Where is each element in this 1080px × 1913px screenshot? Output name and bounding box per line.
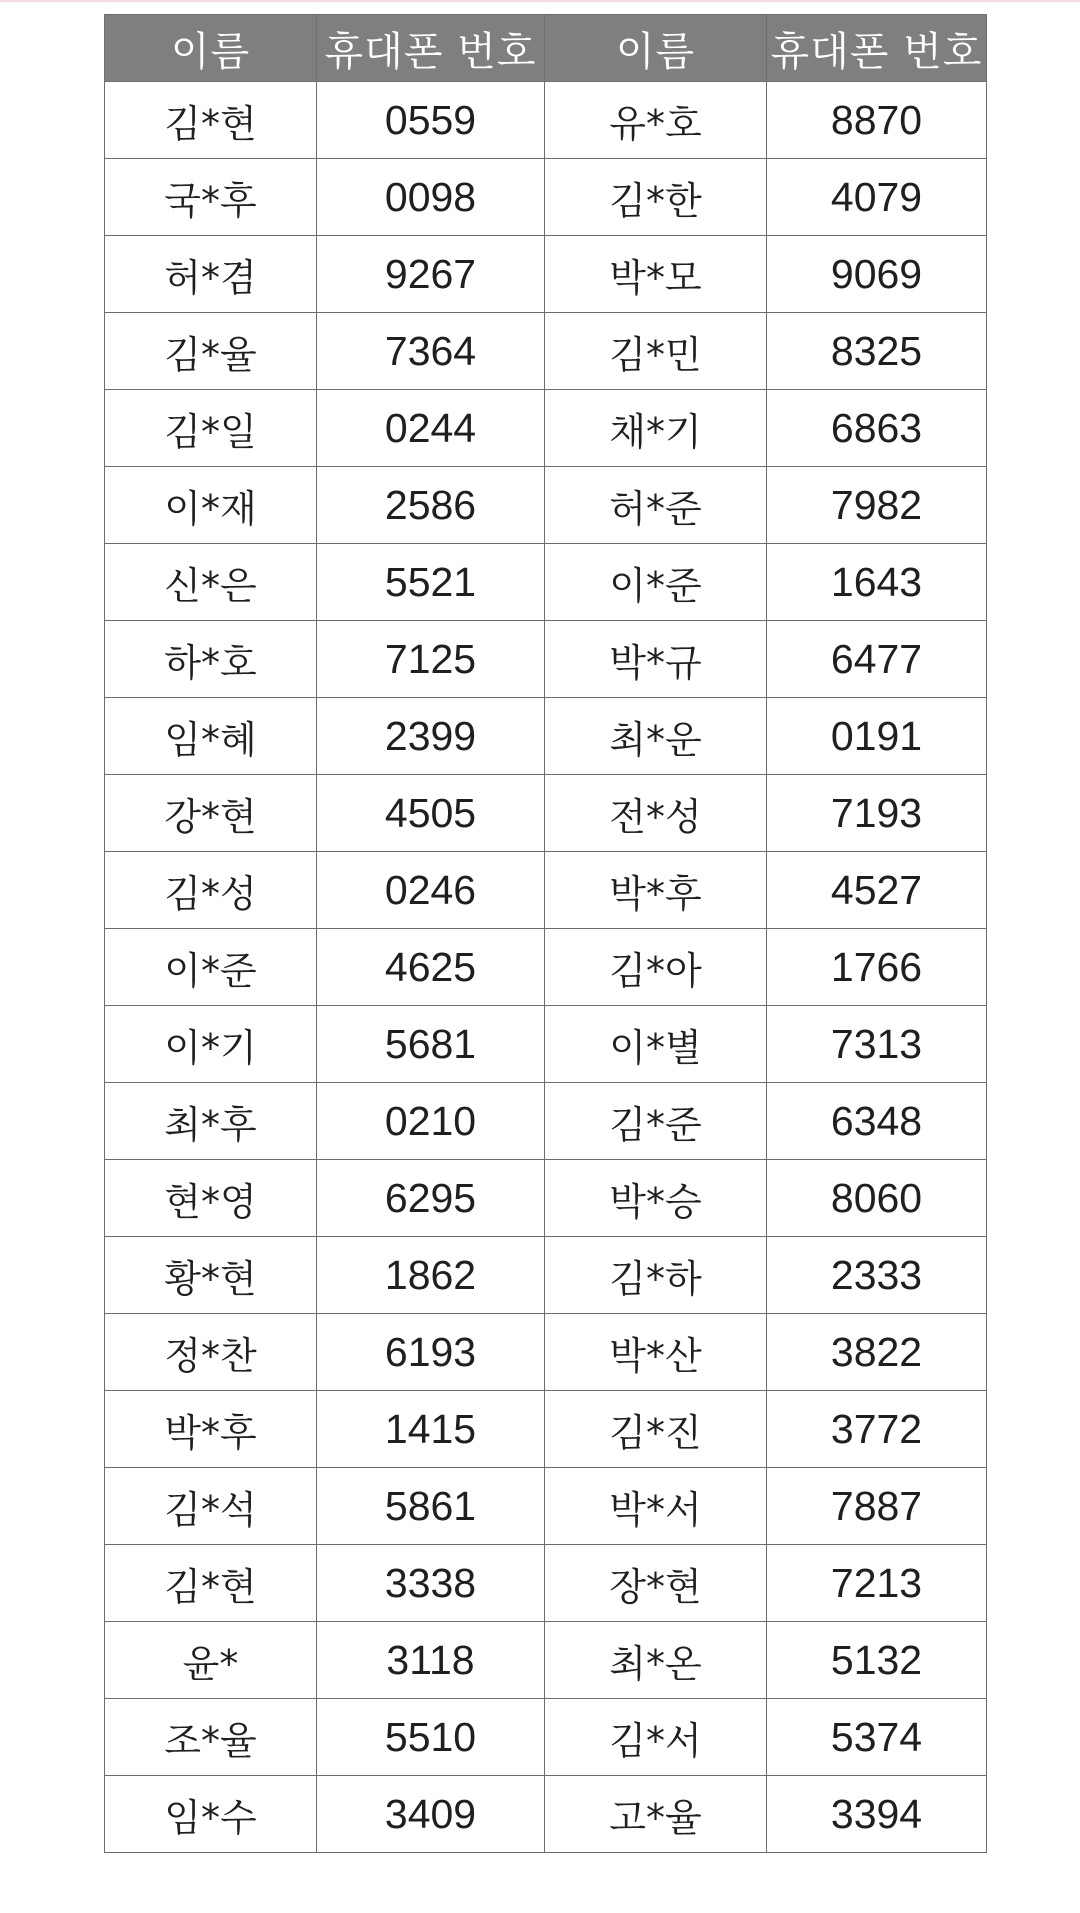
table-row	[105, 467, 987, 544]
phone-suffix-right: 5132	[767, 1622, 987, 1699]
winner-name-right: 채*기	[545, 390, 767, 467]
winner-name-right: 허*준	[545, 467, 767, 544]
table-row	[105, 775, 987, 852]
phone-suffix-left: 3338	[317, 1545, 545, 1622]
phone-suffix-left: 9267	[317, 236, 545, 313]
phone-suffix-left: 7125	[317, 621, 545, 698]
phone-suffix-right: 6348	[767, 1083, 987, 1160]
winner-name-right: 김*하	[545, 1237, 767, 1314]
winner-name-left: 윤*	[105, 1622, 317, 1699]
header-row	[105, 15, 987, 82]
phone-suffix-left: 5861	[317, 1468, 545, 1545]
phone-suffix-left: 2586	[317, 467, 545, 544]
phone-suffix-right: 1766	[767, 929, 987, 1006]
winner-name-left: 임*수	[105, 1776, 317, 1853]
table-row	[105, 1468, 987, 1545]
winner-name-right: 김*진	[545, 1391, 767, 1468]
phone-suffix-right: 0191	[767, 698, 987, 775]
top-accent-line	[0, 0, 1080, 2]
winner-name-left: 정*찬	[105, 1314, 317, 1391]
winner-name-right: 김*서	[545, 1699, 767, 1776]
table-row	[105, 236, 987, 313]
table-header	[105, 15, 987, 82]
winner-name-right: 박*승	[545, 1160, 767, 1237]
winner-name-right: 전*성	[545, 775, 767, 852]
phone-suffix-left: 0098	[317, 159, 545, 236]
table-row	[105, 1545, 987, 1622]
winner-name-right: 고*율	[545, 1776, 767, 1853]
phone-suffix-left: 4505	[317, 775, 545, 852]
winner-name-left: 김*현	[105, 82, 317, 159]
table-row	[105, 1006, 987, 1083]
table-body	[105, 82, 987, 1853]
winner-name-right: 김*아	[545, 929, 767, 1006]
winner-name-left: 이*준	[105, 929, 317, 1006]
phone-suffix-right: 6477	[767, 621, 987, 698]
phone-suffix-left: 0559	[317, 82, 545, 159]
winner-name-left: 신*은	[105, 544, 317, 621]
table-row	[105, 544, 987, 621]
winner-list-table	[104, 14, 987, 1853]
table-row	[105, 1083, 987, 1160]
phone-suffix-right: 5374	[767, 1699, 987, 1776]
phone-suffix-right: 7213	[767, 1545, 987, 1622]
phone-suffix-right: 1643	[767, 544, 987, 621]
header-phone-left: 휴대폰 번호	[317, 15, 545, 82]
phone-suffix-right: 6863	[767, 390, 987, 467]
phone-suffix-left: 2399	[317, 698, 545, 775]
winner-name-right: 유*호	[545, 82, 767, 159]
winner-name-left: 이*기	[105, 1006, 317, 1083]
winner-name-right: 이*별	[545, 1006, 767, 1083]
winner-name-left: 최*후	[105, 1083, 317, 1160]
winner-name-left: 국*후	[105, 159, 317, 236]
winner-name-right: 박*서	[545, 1468, 767, 1545]
phone-suffix-left: 1862	[317, 1237, 545, 1314]
winner-name-right: 장*현	[545, 1545, 767, 1622]
table-row	[105, 159, 987, 236]
phone-suffix-right: 7887	[767, 1468, 987, 1545]
phone-suffix-right: 3772	[767, 1391, 987, 1468]
winner-name-left: 허*겸	[105, 236, 317, 313]
phone-suffix-left: 5521	[317, 544, 545, 621]
header-name-right: 이름	[545, 15, 767, 82]
winner-name-right: 박*모	[545, 236, 767, 313]
winner-name-left: 임*혜	[105, 698, 317, 775]
table-row	[105, 390, 987, 467]
winner-name-left: 김*성	[105, 852, 317, 929]
winner-name-right: 이*준	[545, 544, 767, 621]
winner-name-right: 박*산	[545, 1314, 767, 1391]
phone-suffix-left: 0210	[317, 1083, 545, 1160]
phone-suffix-left: 0244	[317, 390, 545, 467]
winner-name-left: 김*율	[105, 313, 317, 390]
table-row	[105, 929, 987, 1006]
phone-suffix-left: 5510	[317, 1699, 545, 1776]
phone-suffix-right: 4079	[767, 159, 987, 236]
phone-suffix-right: 8060	[767, 1160, 987, 1237]
winner-name-left: 하*호	[105, 621, 317, 698]
phone-suffix-left: 1415	[317, 1391, 545, 1468]
phone-suffix-left: 7364	[317, 313, 545, 390]
phone-suffix-left: 3118	[317, 1622, 545, 1699]
table-row	[105, 1237, 987, 1314]
table-row	[105, 1622, 987, 1699]
winner-name-right: 최*온	[545, 1622, 767, 1699]
phone-suffix-right: 8325	[767, 313, 987, 390]
phone-suffix-right: 7313	[767, 1006, 987, 1083]
table-row	[105, 621, 987, 698]
winner-name-left: 조*율	[105, 1699, 317, 1776]
table-row	[105, 313, 987, 390]
winner-name-right: 박*규	[545, 621, 767, 698]
phone-suffix-right: 7193	[767, 775, 987, 852]
phone-suffix-left: 5681	[317, 1006, 545, 1083]
header-name-left: 이름	[105, 15, 317, 82]
phone-suffix-right: 8870	[767, 82, 987, 159]
winner-name-left: 박*후	[105, 1391, 317, 1468]
table-row	[105, 852, 987, 929]
winner-name-right: 최*운	[545, 698, 767, 775]
table-row	[105, 82, 987, 159]
phone-suffix-left: 3409	[317, 1776, 545, 1853]
phone-suffix-right: 2333	[767, 1237, 987, 1314]
phone-suffix-left: 4625	[317, 929, 545, 1006]
table-row	[105, 1314, 987, 1391]
winner-name-right: 김*준	[545, 1083, 767, 1160]
winner-name-left: 김*일	[105, 390, 317, 467]
winner-name-left: 강*현	[105, 775, 317, 852]
winner-name-right: 박*후	[545, 852, 767, 929]
table-row	[105, 1160, 987, 1237]
phone-suffix-right: 4527	[767, 852, 987, 929]
winner-name-left: 이*재	[105, 467, 317, 544]
phone-suffix-left: 6295	[317, 1160, 545, 1237]
winner-name-right: 김*민	[545, 313, 767, 390]
phone-suffix-left: 0246	[317, 852, 545, 929]
winner-name-left: 김*현	[105, 1545, 317, 1622]
winner-name-left: 황*현	[105, 1237, 317, 1314]
phone-suffix-right: 9069	[767, 236, 987, 313]
phone-suffix-right: 3394	[767, 1776, 987, 1853]
table-row	[105, 1699, 987, 1776]
winner-name-left: 현*영	[105, 1160, 317, 1237]
phone-suffix-left: 6193	[317, 1314, 545, 1391]
header-phone-right: 휴대폰 번호	[767, 15, 987, 82]
table-row	[105, 1776, 987, 1853]
phone-suffix-right: 3822	[767, 1314, 987, 1391]
table-row	[105, 1391, 987, 1468]
phone-suffix-right: 7982	[767, 467, 987, 544]
table-row	[105, 698, 987, 775]
winner-name-right: 김*한	[545, 159, 767, 236]
winner-name-left: 김*석	[105, 1468, 317, 1545]
